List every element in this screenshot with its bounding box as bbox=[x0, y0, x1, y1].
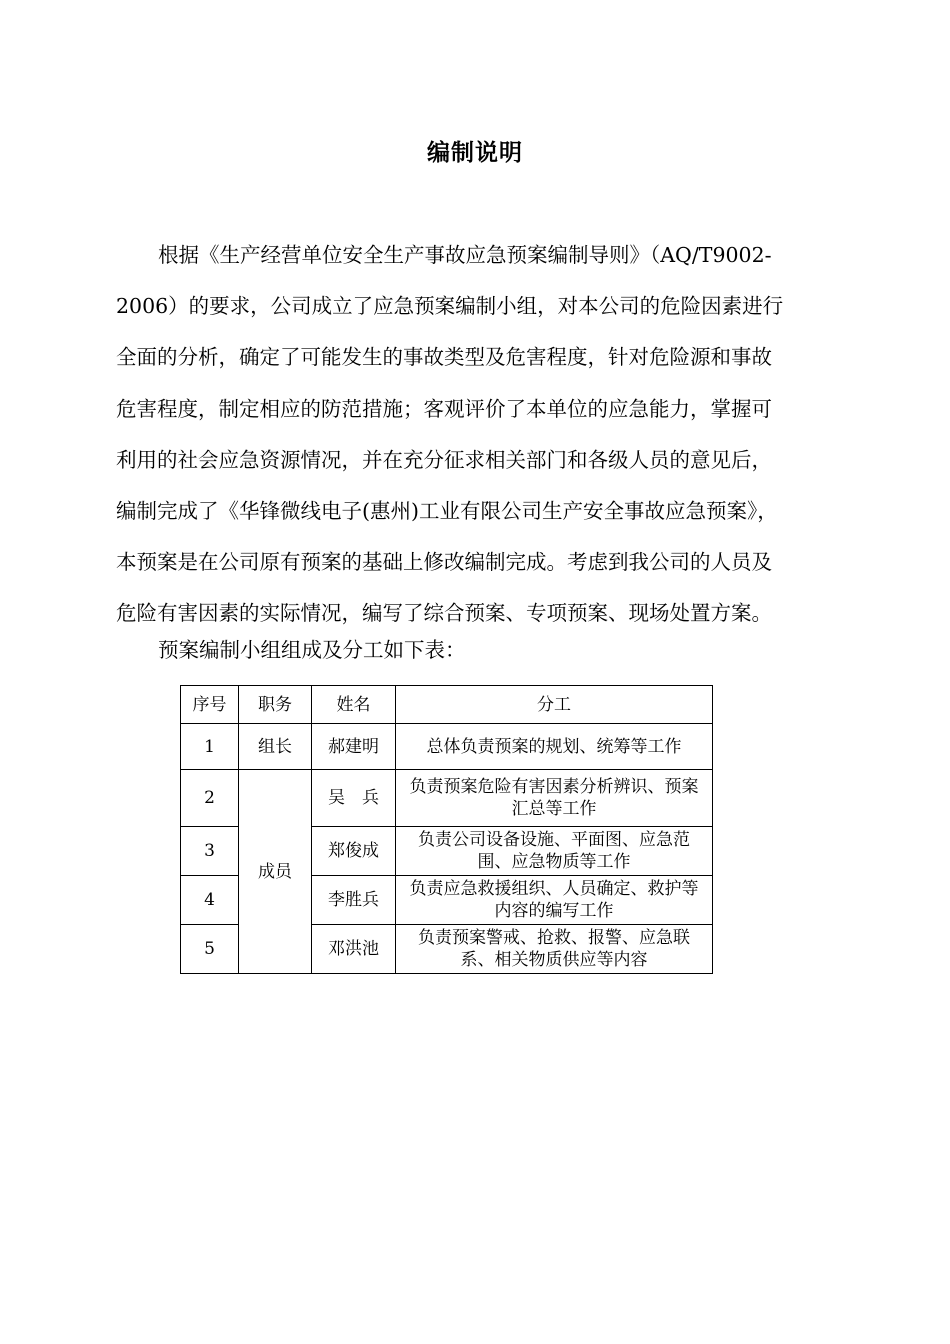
paragraph-line: 编制完成了《华锋微线电子(惠州)工业有限公司生产安全事故应急预案》， bbox=[116, 499, 778, 524]
table-row bbox=[181, 770, 713, 827]
cell-position-merged: 成员 bbox=[239, 770, 312, 974]
cell-name: 邓洪池 bbox=[312, 925, 396, 974]
cell-name: 李胜兵 bbox=[312, 876, 396, 925]
document-title: 编制说明 bbox=[427, 140, 523, 166]
paragraph-line: 本预案是在公司原有预案的基础上修改编制完成。考虑到我公司的人员及 bbox=[116, 550, 772, 575]
cell-name: 郑俊成 bbox=[312, 827, 396, 876]
paragraph-line: 全面的分析，确定了可能发生的事故类型及危害程度，针对危险源和事故 bbox=[116, 345, 772, 370]
paragraph-line: 根据《生产经营单位安全生产事故应急预案编制导则》（AQ/T9002- bbox=[158, 243, 772, 267]
paragraph-line: 危害程度，制定相应的防范措施；客观评价了本单位的应急能力，掌握可 bbox=[116, 396, 772, 421]
table-intro: 预案编制小组组成及分工如下表： bbox=[158, 638, 466, 662]
paragraph-line: 利用的社会应急资源情况，并在充分征求相关部门和各级人员的意见后， bbox=[116, 447, 772, 472]
paragraph-line: 2006）的要求，公司成立了应急预案编制小组，对本公司的危险因素进行 bbox=[116, 294, 784, 319]
cell-duty: 负责公司设备设施、平面图、应急范围、应急物质等工作 bbox=[396, 827, 713, 876]
cell-duty: 总体负责预案的规划、统筹等工作 bbox=[396, 724, 713, 770]
table-row bbox=[181, 724, 713, 770]
cell-number: 4 bbox=[181, 876, 239, 925]
header-number: 序号 bbox=[181, 686, 239, 724]
cell-duty: 负责预案危险有害因素分析辨识、预案汇总等工作 bbox=[396, 770, 713, 827]
cell-number: 1 bbox=[181, 724, 239, 770]
cell-duty: 负责应急救援组织、人员确定、救护等内容的编写工作 bbox=[396, 876, 713, 925]
header-duty: 分工 bbox=[396, 686, 713, 724]
preface-paragraph bbox=[116, 230, 832, 640]
cell-number: 2 bbox=[181, 770, 239, 827]
cell-number: 5 bbox=[181, 925, 239, 974]
header-name: 姓名 bbox=[312, 686, 396, 724]
cell-name: 吴 兵 bbox=[312, 770, 396, 827]
header-position: 职务 bbox=[239, 686, 312, 724]
paragraph-line: 危险有害因素的实际情况，编写了综合预案、专项预案、现场处置方案。 bbox=[116, 601, 772, 626]
cell-position: 组长 bbox=[239, 724, 312, 770]
table-header-row bbox=[181, 686, 713, 724]
team-table bbox=[180, 685, 713, 974]
cell-duty: 负责预案警戒、抢救、报警、应急联系、相关物质供应等内容 bbox=[396, 925, 713, 974]
cell-name: 郝建明 bbox=[312, 724, 396, 770]
cell-number: 3 bbox=[181, 827, 239, 876]
